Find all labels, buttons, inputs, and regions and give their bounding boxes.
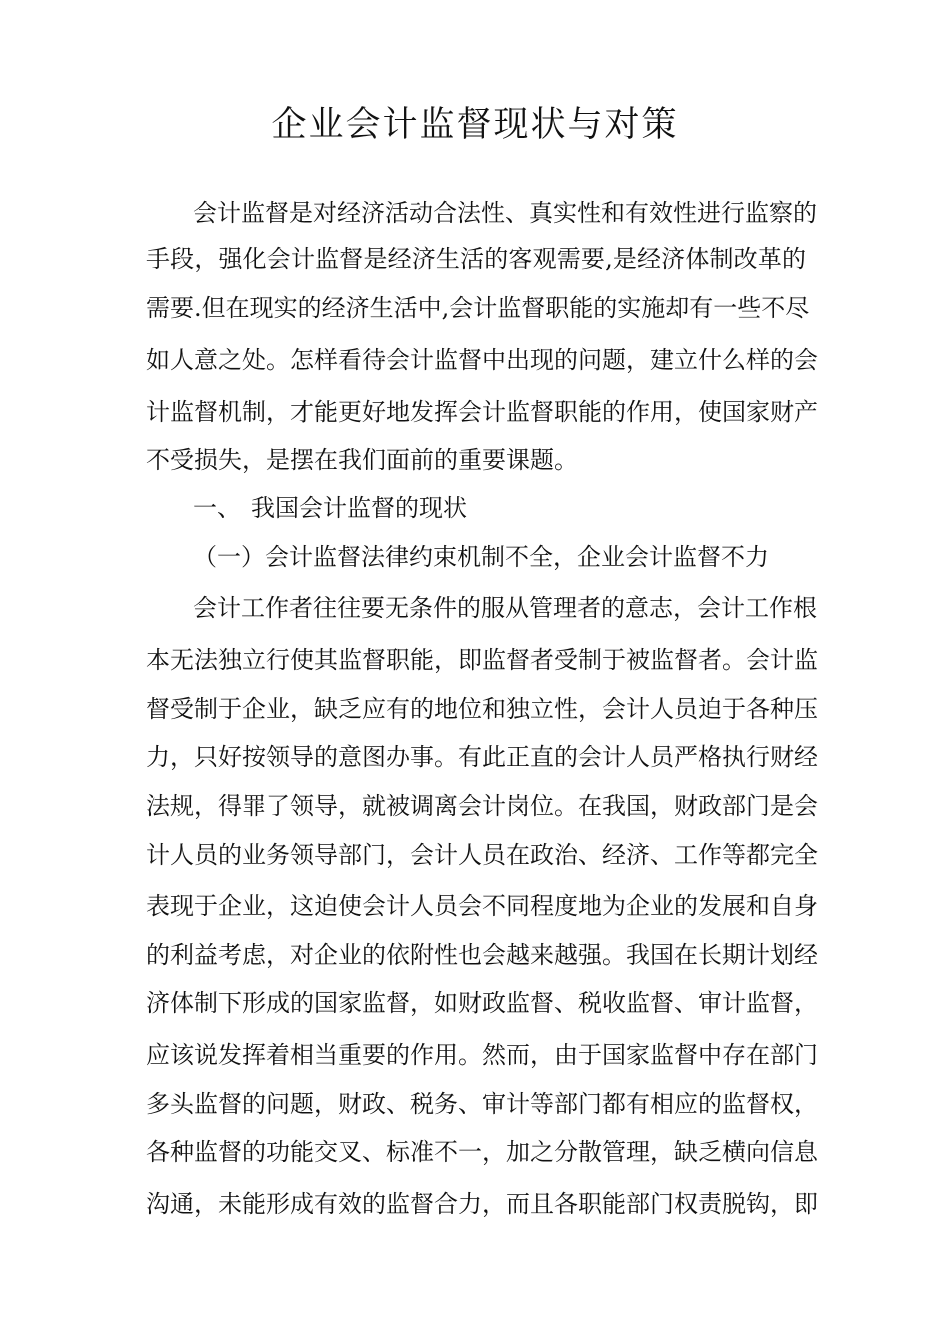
paragraph-2-line-2: 本无法独立行使其监督职能，即监督者受制于被监督者。会计监 [146,646,818,674]
paragraph-1-line-2: 手段，强化会计监督是经济生活的客观需要,是经济体制改革的 [146,245,806,273]
section-title: 我国会计监督的现状 [251,494,467,522]
paragraph-2-line-8: 的利益考虑，对企业的依附性也会越来越强。我国在长期计划经 [146,941,818,969]
paragraph-1-line-1: 会计监督是对经济活动合法性、真实性和有效性进行监察的 [193,199,817,227]
paragraph-1-line-6: 不受损失，是摆在我们面前的重要课题。 [146,446,578,474]
document-title: 企业会计监督现状与对策 [271,105,679,145]
paragraph-2-line-12: 各种监督的功能交叉、标准不一，加之分散管理，缺乏横向信息 [146,1138,818,1166]
paragraph-2-line-7: 表现于企业，这迫使会计人员会不同程度地为企业的发展和自身 [146,892,818,920]
section-heading-1 [193,493,467,523]
paragraph-1-line-4: 如人意之处。怎样看待会计监督中出现的问题，建立什么样的会 [146,346,818,374]
paragraph-2-line-9: 济体制下形成的国家监督，如财政监督、税收监督、审计监督， [146,989,818,1017]
paragraph-1-line-5: 计监督机制，才能更好地发挥会计监督职能的作用，使国家财产 [146,398,818,426]
section-number: 一、 [193,494,241,522]
paragraph-1-line-3: 需要.但在现实的经济生活中,会计监督职能的实施却有一些不尽 [146,294,810,322]
paragraph-2-line-1: 会计工作者往往要无条件的服从管理者的意志，会计工作根 [193,594,817,622]
paragraph-2-line-6: 计人员的业务领导部门，会计人员在政治、经济、工作等都完全 [146,841,818,869]
paragraph-2-line-5: 法规，得罪了领导，就被调离会计岗位。在我国，财政部门是会 [146,792,818,820]
paragraph-2-line-11: 多头监督的问题，财政、税务、审计等部门都有相应的监督权， [146,1090,818,1118]
paragraph-2-line-3: 督受制于企业，缺乏应有的地位和独立性，会计人员迫于各种压 [146,695,818,723]
paragraph-2-line-13: 沟通，未能形成有效的监督合力，而且各职能部门权责脱钩，即 [146,1190,818,1218]
paragraph-2-line-10: 应该说发挥着相当重要的作用。然而，由于国家监督中存在部门 [146,1041,818,1069]
paragraph-2-line-4: 力，只好按领导的意图办事。有此正直的会计人员严格执行财经 [146,743,818,771]
subsection-heading-1: （一）会计监督法律约束机制不全，企业会计监督不力 [193,543,769,571]
